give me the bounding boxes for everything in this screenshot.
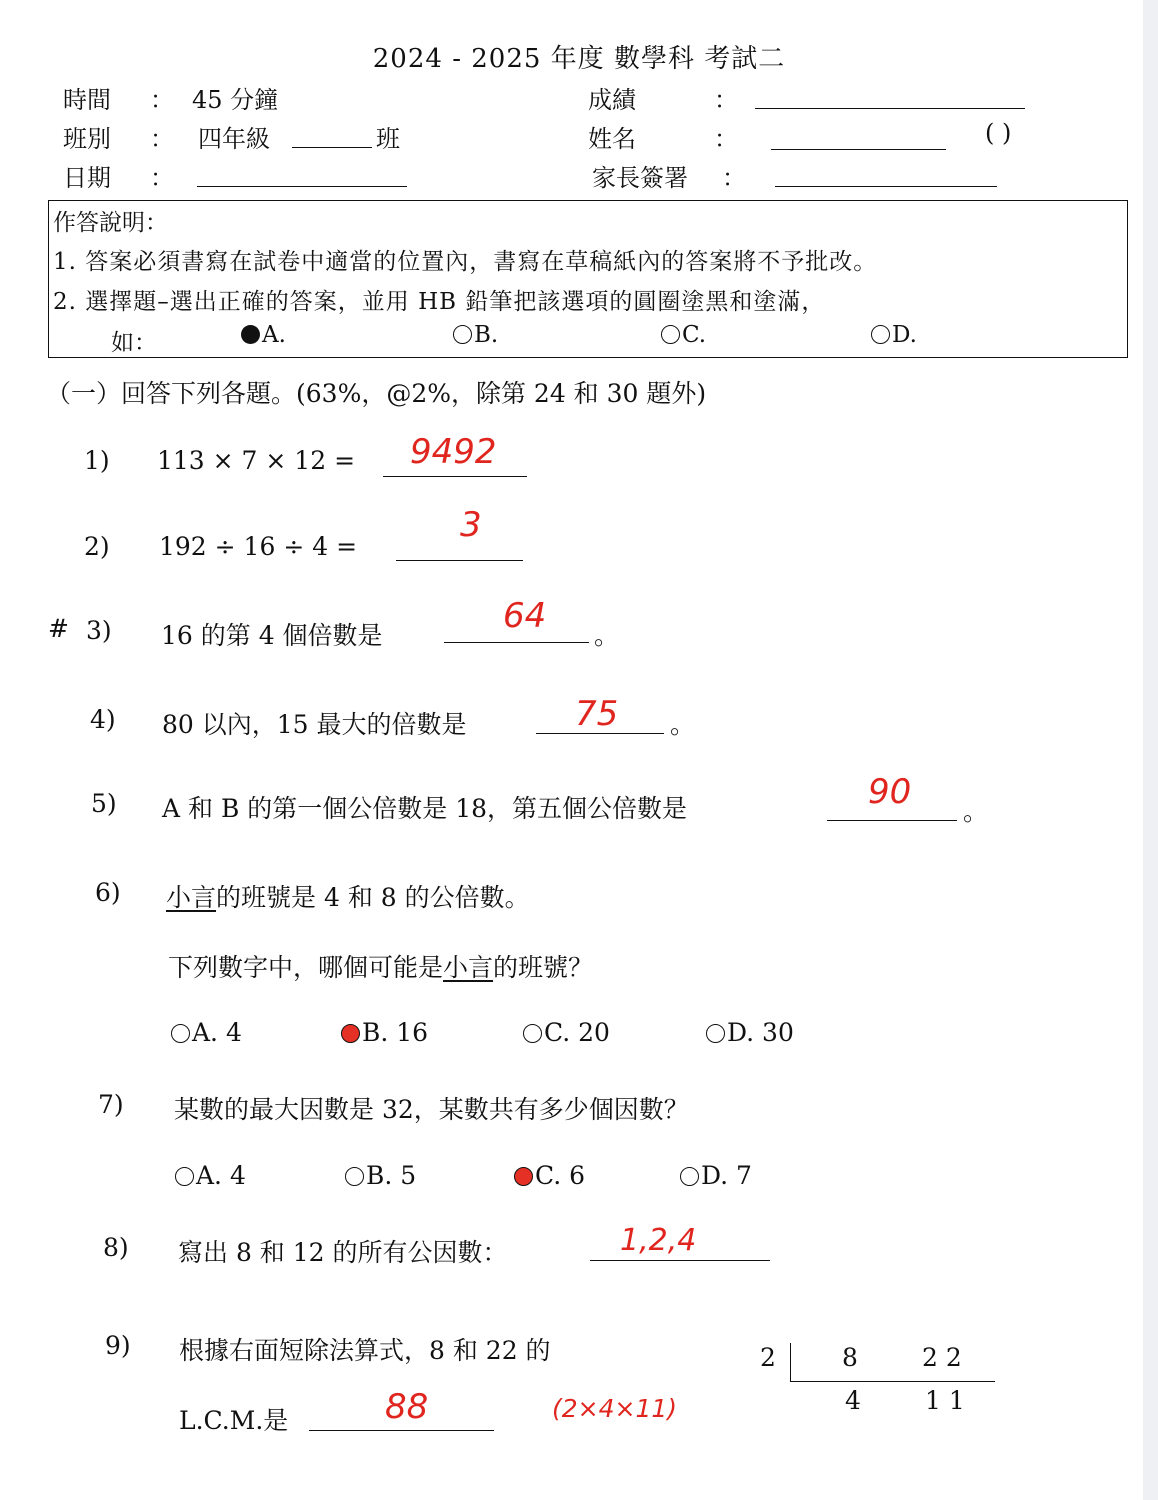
division-bracket-horizontal [790,1381,995,1382]
q4-number: 4) [90,705,116,734]
score-label: 成績 [588,86,636,114]
q3-answer-line[interactable] [444,642,589,643]
q7-option-d[interactable]: D. 7 [680,1161,752,1190]
name-colon: ： [714,125,738,153]
empty-circle-icon [680,1167,699,1186]
q6-student-name: 小言 [166,883,217,912]
q5-answer: 90 [868,772,912,812]
q5-answer-line[interactable] [827,820,957,821]
q2-answer-line[interactable] [396,560,523,561]
parent-signature-label: 家長簽署 [592,164,688,192]
q7-text: 某數的最大因數是 32，某數共有多少個因數？ [174,1095,689,1124]
q6-option-a[interactable]: A. 4 [171,1018,242,1047]
q5-text: A 和 B 的第一個公倍數是 18，第五個公倍數是 [162,794,688,823]
name-label: 姓名 [588,125,636,153]
time-label: 時間 [63,86,111,114]
date-label: 日期 [63,164,111,192]
q3-end: 。 [594,621,620,650]
q6-line2: 下列數字中，哪個可能是小言的班號？ [168,953,594,982]
division-divisor: 2 [760,1343,776,1372]
q6-student-name-2: 小言 [443,953,494,982]
q4-answer: 75 [575,694,619,734]
q8-answer-line[interactable] [590,1260,770,1261]
parent-colon: ： [722,164,746,192]
score-blank[interactable] [755,108,1025,109]
empty-circle-icon [523,1024,542,1043]
division-bracket-vertical [790,1343,791,1381]
class-prefix: 四年級 [198,125,270,153]
class-label: 班別 [63,125,111,153]
page-edge [1143,0,1158,1500]
example-option-c: C. [661,322,706,348]
q9-working: (2×4×11) [552,1394,678,1423]
class-suffix: 班 [376,125,400,153]
filled-circle-icon [514,1167,533,1186]
q3-mark: # [48,614,69,643]
empty-circle-icon [661,325,680,344]
q7-option-a[interactable]: A. 4 [175,1161,246,1190]
q7-option-b[interactable]: B. 5 [345,1161,416,1190]
section-heading: （一）回答下列各題。(63%，@2%，除第 24 和 30 題外) [46,379,707,408]
q3-text: 16 的第 4 個倍數是 [161,621,383,650]
empty-circle-icon [175,1167,194,1186]
class-number-paren: ( ) [985,119,1012,147]
q3-number: 3) [86,616,112,645]
example-option-d: D. [871,322,917,348]
division-bottom-1: 4 [845,1386,861,1415]
division-top-1: 8 [842,1343,858,1372]
instructions-heading: 作答說明： [53,210,168,236]
q5-end: 。 [963,797,989,826]
empty-circle-icon [345,1167,364,1186]
q2-number: 2) [84,532,110,561]
example-option-b: B. [453,322,498,348]
empty-circle-icon [171,1024,190,1043]
exam-title: 2024 - 2025 年度 數學科 考試二 [372,44,786,74]
q8-answer: 1,2,4 [620,1223,697,1258]
q6-option-c[interactable]: C. 20 [523,1018,610,1047]
division-bottom-2: 1 1 [925,1386,965,1415]
filled-circle-icon [241,325,260,344]
q9-text: 根據右面短除法算式，8 和 22 的 [179,1336,551,1365]
q6-number: 6) [95,878,121,907]
instructions-box [48,200,1128,358]
q9-answer: 88 [385,1387,429,1427]
score-colon: ： [714,86,738,114]
q6-option-d[interactable]: D. 30 [706,1018,794,1047]
q4-text: 80 以內，15 最大的倍數是 [162,710,467,739]
q2-answer: 3 [460,505,482,545]
empty-circle-icon [871,325,890,344]
name-blank[interactable] [771,149,946,150]
q7-option-c[interactable]: C. 6 [514,1161,585,1190]
q1-answer-line[interactable] [383,476,527,477]
q9-lcm-label: L.C.M.是 [179,1406,289,1435]
date-colon: ： [150,164,174,192]
date-blank[interactable] [197,186,407,187]
filled-circle-icon [341,1024,360,1043]
q1-text: 113 × 7 × 12 = [157,446,356,475]
parent-signature-blank[interactable] [775,186,997,187]
instruction-2: 2. 選擇題–選出正確的答案，並用 HB 鉛筆把該選項的圓圈塗黑和塗滿， [53,289,826,315]
example-label: 如： [111,330,157,356]
q6-option-b[interactable]: B. 16 [341,1018,428,1047]
empty-circle-icon [706,1024,725,1043]
q6-line1: 小言的班號是 4 和 8 的公倍數。 [166,883,530,912]
empty-circle-icon [453,325,472,344]
q7-number: 7) [98,1090,124,1119]
q8-text: 寫出 8 和 12 的所有公因數： [178,1238,508,1267]
division-top-2: 2 2 [922,1343,962,1372]
q4-end: 。 [670,710,696,739]
q9-answer-line[interactable] [309,1430,494,1431]
instruction-1: 1. 答案必須書寫在試卷中適當的位置內，書寫在草稿紙內的答案將不予批改。 [53,249,878,275]
q1-answer: 9492 [410,432,497,472]
q9-number: 9) [105,1331,131,1360]
q1-number: 1) [84,446,110,475]
example-option-a: A. [241,322,286,348]
q3-answer: 64 [503,596,547,636]
class-blank[interactable] [292,147,372,148]
q8-number: 8) [103,1233,129,1262]
q2-text: 192 ÷ 16 ÷ 4 = [159,532,358,561]
time-colon: ： [150,86,174,114]
time-value: 45 分鐘 [192,86,279,114]
class-colon: ： [150,125,174,153]
q5-number: 5) [91,789,117,818]
